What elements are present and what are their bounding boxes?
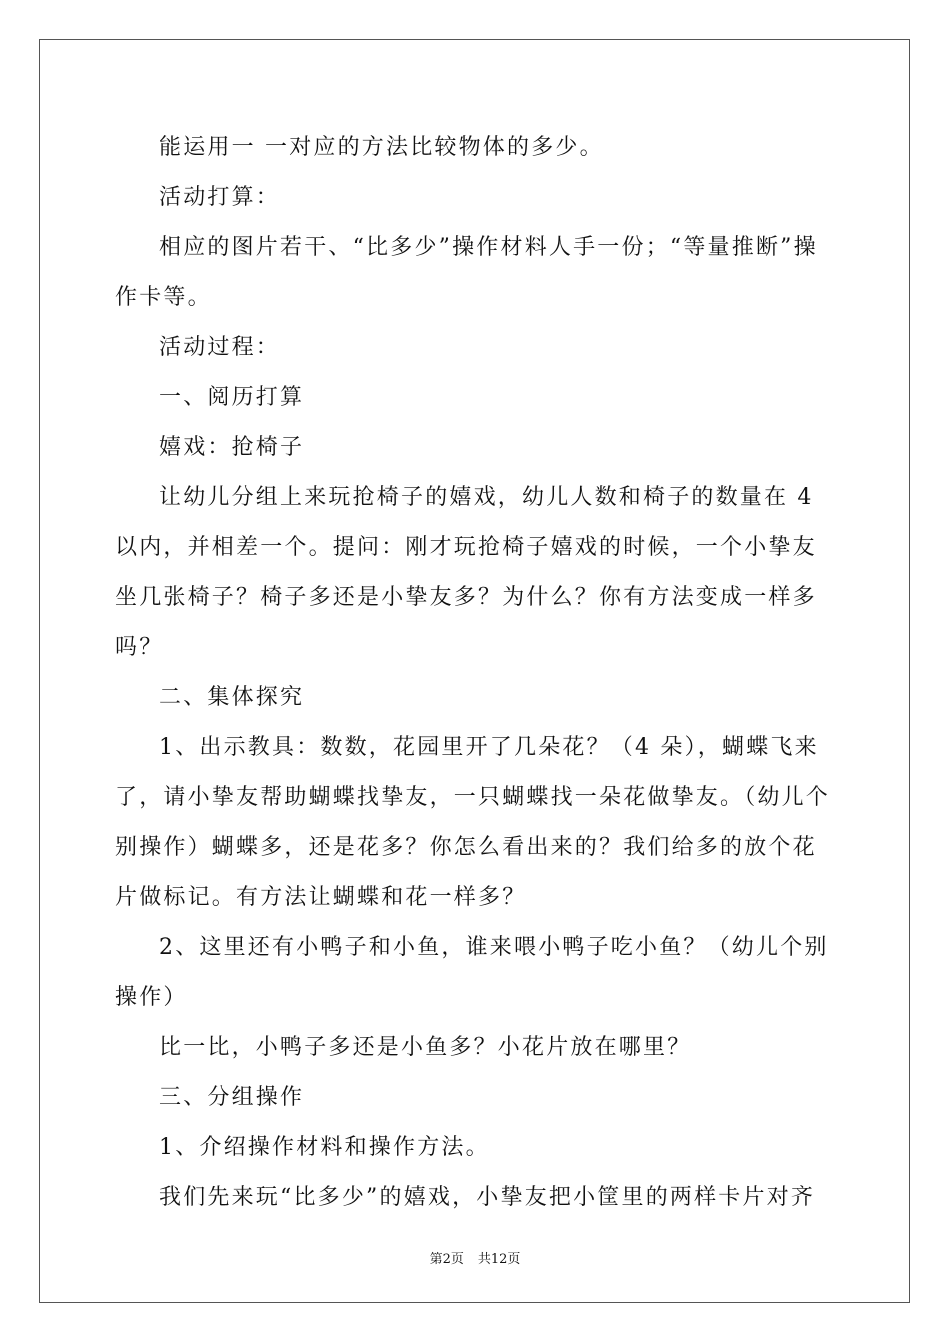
paragraph: 1、介绍操作材料和操作方法。 [159,1135,490,1160]
paragraph: 三、分组操作 [159,1085,305,1110]
page-total: 共12页 [477,1252,521,1267]
paragraph: 比一比，小鸭子多还是小鱼多？小花片放在哪里？ [159,1035,692,1060]
page-number: 第2页 [429,1252,464,1267]
paragraph: 2、这里还有小鸭子和小鱼，谁来喂小鸭子吃小鱼？（幼儿个别操作） [115,935,829,1010]
document-body [115,123,837,1223]
page-footer [0,1248,950,1267]
paragraph: 活动过程： [159,335,281,360]
paragraph: 能运用一 一对应的方法比较物体的多少。 [159,135,604,160]
paragraph: 二、集体探究 [159,685,305,710]
paragraph: 让幼儿分组上来玩抢椅子的嬉戏，幼儿人数和椅子的数量在 4 以内，并相差一个。提问：刚才玩抢椅子嬉戏的时候，一个小挚友坐几张椅子？椅子多还是小挚友多？为什么？你有方法变成一样多吗？ [115,485,817,660]
paragraph: 嬉戏：抢椅子 [159,435,305,460]
paragraph: 活动打算： [159,185,281,210]
paragraph: 相应的图片若干、“比多少”操作材料人手一份；“等量推断”操作卡等。 [115,235,818,310]
paragraph: 我们先来玩“比多少”的嬉戏，小挚友把小筐里的两样卡片对齐 [159,1185,816,1210]
paragraph: 1、出示教具：数数，花园里开了几朵花？（4 朵），蝴蝶飞来了，请小挚友帮助蝴蝶找挚友，一只蝴蝶找一朵花做挚友。（幼儿个别操作）蝴蝶多，还是花多？你怎么看出来的？我们给多的放个花片做标记。有方法让蝴蝶和花一样多？ [115,735,831,910]
paragraph: 一、阅历打算 [159,385,305,410]
